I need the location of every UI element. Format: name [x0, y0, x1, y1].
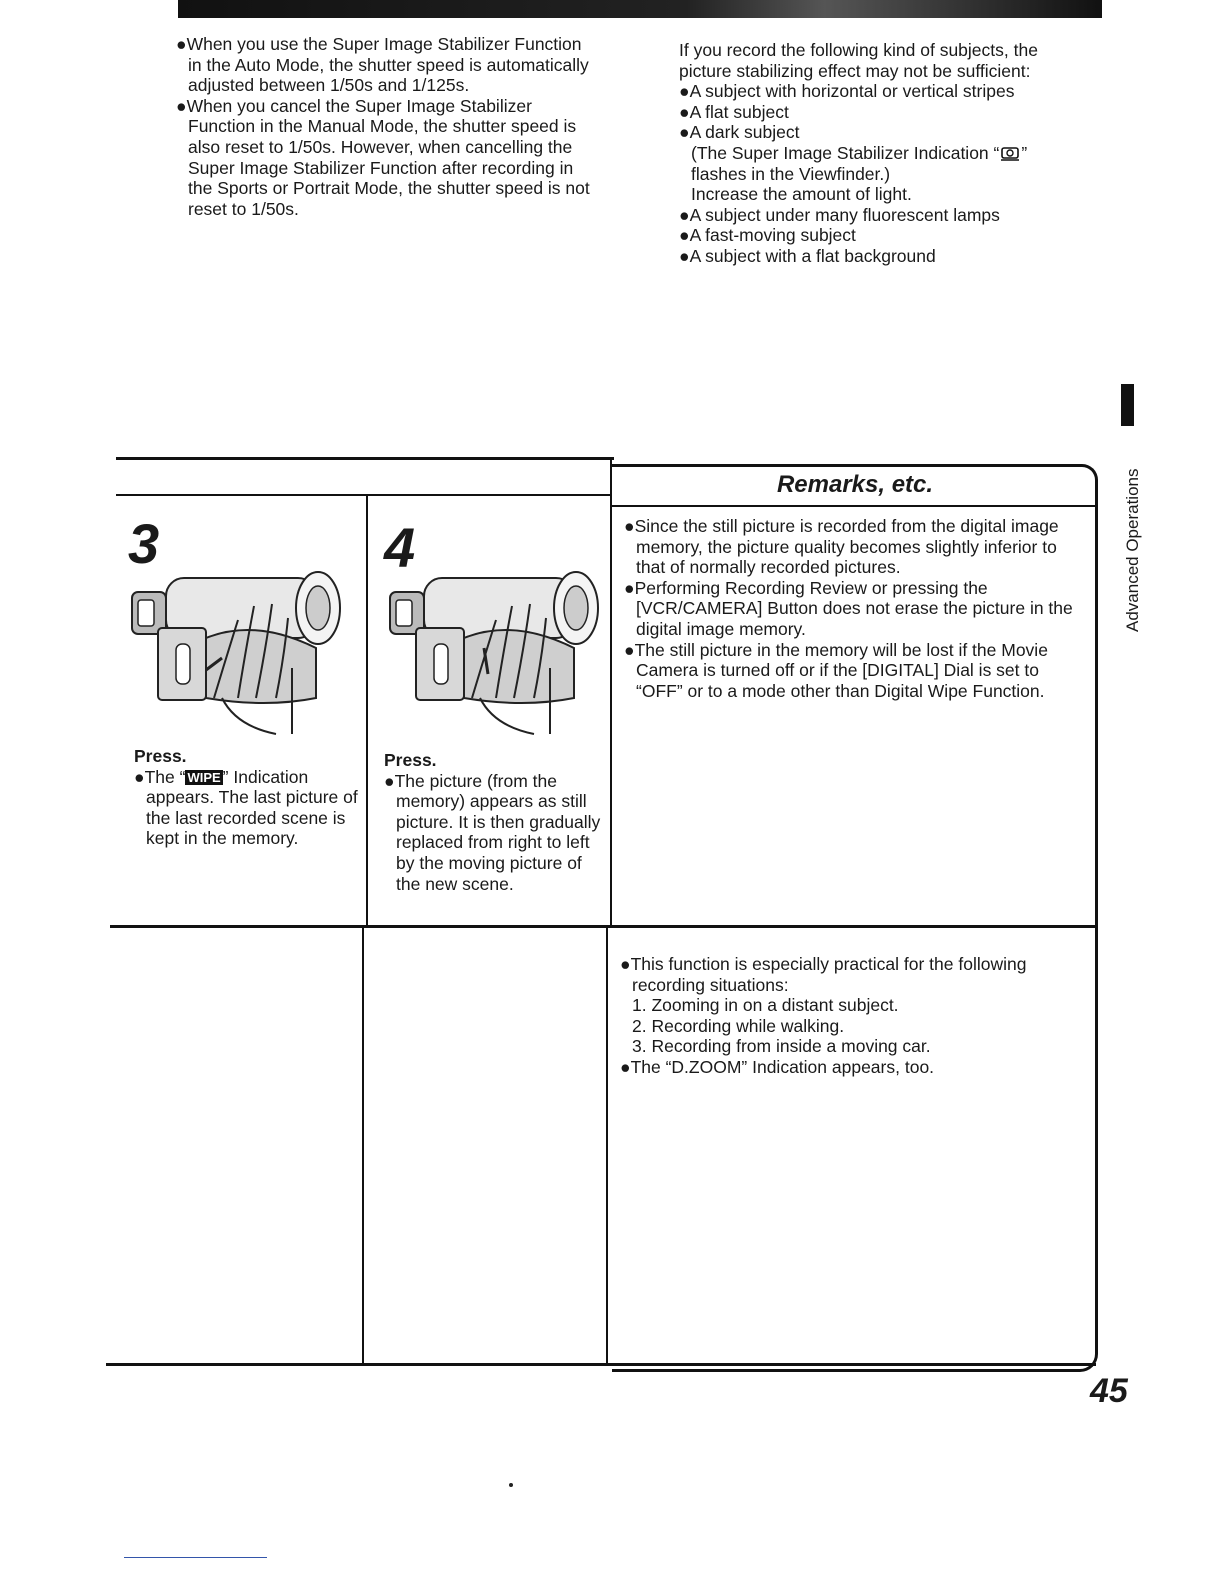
step-action: Press.	[384, 750, 437, 770]
page-number: 45	[1090, 1372, 1128, 1410]
step-bullet-text: The picture (from the memory) appears as still picture. It is then gradually replaced from right to left by the moving picture of the new scene.	[394, 770, 601, 894]
section-tab-label: Advanced Operations	[1123, 468, 1142, 632]
situation-item: 3. Recording from inside a moving car.	[632, 1036, 931, 1057]
note-text-post: ” flashes in the Viewfinder.)	[691, 142, 1028, 184]
note-text: When you use the Super Image Stabilizer Function in the Auto Mode, the shutter speed is automatically adjusted between 1/50s and 1/125s.	[186, 34, 589, 96]
step-3-text	[134, 746, 360, 849]
note-text-pre: (The Super Image Stabilizer Indication “	[691, 142, 1000, 163]
remark-text: The “D.ZOOM” Indication appears, too.	[630, 1056, 935, 1077]
remark-item: ●The still picture in the memory will be lost if the Movie Camera is turned off or if the [DIGITAL] Dial is set to “OFF” or to a mode other than Digital Wipe Function.	[624, 639, 1048, 701]
subject-text: A subject with a flat background	[689, 245, 936, 266]
remark-item: ●Performing Recording Review or pressing the [VCR/CAMERA] Button does not erase the picture in the digital image memory.	[624, 577, 1073, 639]
subject-item: ●A subject under many fluorescent lamps	[679, 204, 1000, 225]
step-bullet: ●The picture (from the memory) appears as still picture. It is then gradually replaced from right to left by the moving picture of the new scene.	[384, 770, 601, 894]
subject-item: ●A dark subject	[679, 122, 800, 143]
column-divider-2-lower	[606, 926, 608, 1364]
subject-text: A flat subject	[689, 101, 789, 122]
section-tab-marker	[1121, 384, 1134, 426]
top-left-notes	[176, 34, 596, 219]
subject-text: A subject under many fluorescent lamps	[689, 204, 1000, 225]
subject-item: ●A subject with a flat background	[679, 245, 936, 266]
remark-item: ●This function is especially practical for the following recording situations:	[620, 954, 1027, 995]
remark-text: The still picture in the memory will be lost if the Movie Camera is turned off or if the [DIGITAL] Dial is set to “OFF” or to a mode other than Digital Wipe Function.	[634, 639, 1048, 701]
scan-speck	[509, 1483, 513, 1487]
footer-link-line	[124, 1557, 267, 1558]
camcorder-illustration	[384, 548, 602, 740]
dark-subject-note-2: Increase the amount of light.	[691, 184, 912, 205]
remarks-row-1	[624, 516, 1078, 701]
camcorder-illustration	[126, 548, 344, 740]
step-bullet-post: ” Indication appears. The last picture of the last recorded scene is kept in the memory.	[146, 766, 358, 849]
subject-item: ●A flat subject	[679, 101, 789, 122]
step-number: 3	[128, 512, 160, 575]
step-bullet-pre: The “	[144, 766, 186, 787]
top-banner-bar	[178, 0, 1102, 18]
remarks-title: Remarks, etc.	[776, 471, 934, 498]
remark-item: ●The “D.ZOOM” Indication appears, too.	[620, 1056, 935, 1077]
wipe-badge: WIPE	[187, 769, 221, 785]
situation-item: 2. Recording while walking.	[632, 1015, 845, 1036]
subject-item: ●A fast-moving subject	[679, 225, 856, 246]
column-divider-1	[366, 494, 368, 926]
note-item: ●When you cancel the Super Image Stabilizer Function in the Manual Mode, the shutter speed is also reset to 1/50s. However, when cancelling the Super Image Stabilizer Function after recording in the Sports or Portrait Mode, the shutter speed is not reset to 1/50s.	[176, 95, 590, 219]
table-header-rule	[116, 494, 612, 496]
remarks-row-2	[620, 954, 1066, 1078]
step-bullet: ●The “ WIPE ” Indication appears. The last picture of the last recorded scene is kept in the memory.	[134, 766, 358, 849]
top-right-notes	[679, 40, 1079, 267]
step-number: 4	[384, 516, 416, 579]
column-divider-1-lower	[362, 926, 364, 1364]
situation-item: 1. Zooming in on a distant subject.	[632, 995, 899, 1016]
remark-text: This function is especially practical for the following recording situations:	[630, 954, 1027, 995]
stabilizer-icon	[999, 146, 1021, 162]
subject-item: ●A subject with horizontal or vertical stripes	[679, 81, 1015, 102]
remark-text: Performing Recording Review or pressing the [VCR/CAMERA] Button does not erase the picture in the digital image memory.	[634, 577, 1073, 639]
step-action: Press.	[134, 746, 187, 766]
subject-text: A subject with horizontal or vertical stripes	[689, 81, 1015, 102]
step-4-text	[384, 750, 606, 894]
table-top-rule	[116, 457, 614, 460]
note-text: When you cancel the Super Image Stabilizer Function in the Manual Mode, the shutter speed is also reset to 1/50s. However, when cancelling the Super Image Stabilizer Function after recording in the Sports or Portrait Mode, the shutter speed is not reset to 1/50s.	[186, 95, 590, 219]
remark-item: ●Since the still picture is recorded from the digital image memory, the picture quality becomes slightly inferior to that of normally recorded pictures.	[624, 516, 1059, 578]
subject-text: A dark subject	[689, 122, 800, 143]
subject-text: A fast-moving subject	[689, 225, 856, 246]
remark-text: Since the still picture is recorded from the digital image memory, the picture quality becomes slightly inferior to that of normally recorded pictures.	[634, 516, 1059, 578]
dark-subject-note	[679, 143, 1079, 184]
notes-intro: If you record the following kind of subjects, the picture stabilizing effect may not be sufficient:	[679, 40, 1038, 81]
note-item: ●When you use the Super Image Stabilizer Function in the Auto Mode, the shutter speed is automatically adjusted between 1/50s and 1/125s.	[176, 34, 589, 96]
